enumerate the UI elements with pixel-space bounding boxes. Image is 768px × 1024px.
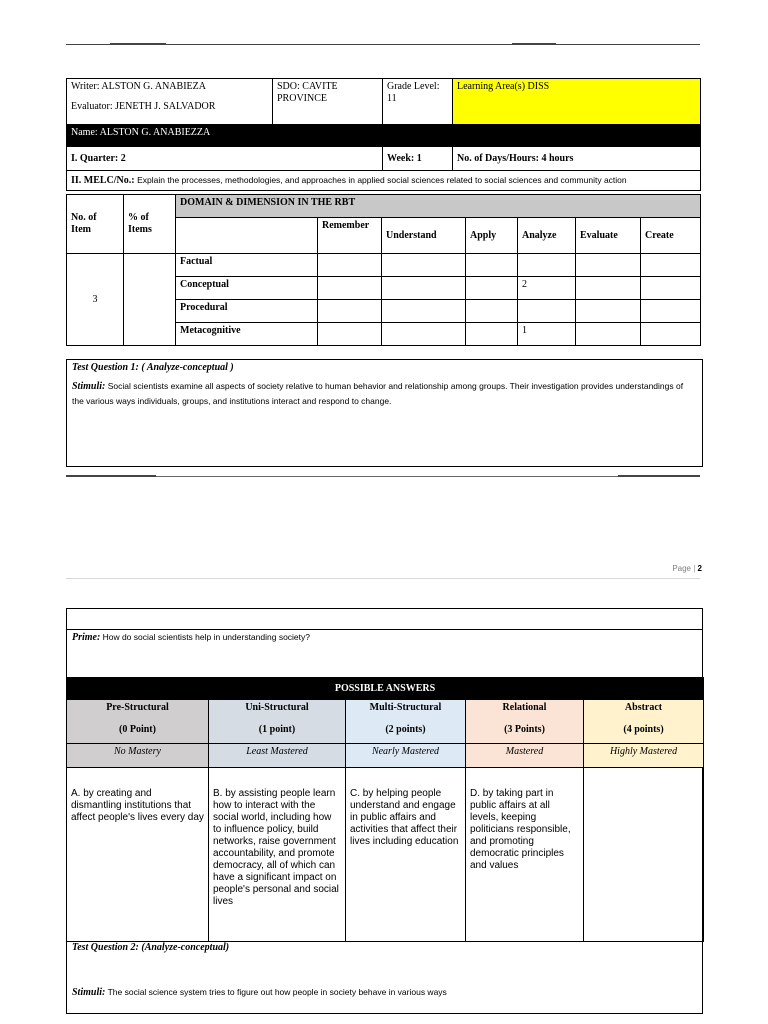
rbt-level-apply: Apply (466, 218, 518, 254)
week-text: Week: 1 (383, 147, 453, 171)
rbt-dimension-conceptual: Conceptual (176, 277, 318, 300)
level-relational (466, 700, 584, 744)
name-bar: Name: ALSTON G. ANABIEZZA (67, 125, 701, 147)
days-hours-text: No. of Days/Hours: 4 hours (453, 147, 701, 171)
melc-text: Explain the processes, methodologies, and approaches in applied social sciences related to social sciences and community action (137, 175, 627, 185)
level-name: Multi-Structural (369, 702, 442, 713)
prime-label: Prime: (72, 632, 101, 643)
stimuli-text: Social scientists examine all aspects of society relative to human behavior and relationship among groups. Their investigation provides understandings of the various ways individuals, groups, and institutions interact and respond to change. (72, 381, 684, 406)
test-question-2-stimuli (72, 985, 692, 1000)
rbt-level-evaluate: Evaluate (576, 218, 641, 254)
top-rule-accent (512, 43, 556, 45)
mastery-label: Nearly Mastered (346, 744, 466, 768)
rbt-analyze-cell (518, 254, 576, 277)
prime-top-rule (66, 629, 703, 630)
level-points: (1 point) (258, 724, 296, 735)
prime-row (72, 632, 310, 643)
rbt-percent-value (124, 254, 176, 346)
grade-level-text: Grade Level: 11 (383, 79, 453, 125)
rbt-dimension-procedural: Procedural (176, 300, 318, 323)
level-points: (4 points) (623, 724, 664, 735)
page-label: Page (672, 564, 691, 573)
stimuli-label: Stimuli: (72, 381, 106, 392)
learning-area-text: Learning Area(s) DISS (453, 79, 701, 125)
rbt-level-understand: Understand (382, 218, 466, 254)
test-question-2 (72, 942, 692, 1000)
test-question-2-title: Test Question 2: (Analyze-conceptual) (72, 942, 230, 953)
writer-text: Writer: ALSTON G. ANABIEZA (71, 81, 206, 92)
page-end-rule-accent (618, 475, 700, 477)
rbt-analyze-cell: 1 (518, 323, 576, 346)
answer-choice-d: D. by taking part in public affairs at all levels, keeping politicians responsible, and promoting democratic principles and values (466, 768, 584, 942)
stimuli-text: The social science system tries to figure out how people in society behave in various ways (107, 987, 447, 997)
rbt-dimension-blank (176, 218, 318, 254)
level-name: Abstract (624, 702, 663, 713)
page-end-rule-accent (66, 475, 156, 477)
rbt-dimension-factual: Factual (176, 254, 318, 277)
evaluator-text: Evaluator: JENETH J. SALVADOR (71, 101, 216, 112)
level-points: (3 Points) (504, 724, 545, 735)
mastery-label: No Mastery (67, 744, 209, 768)
test-question-1-stimuli (72, 379, 697, 408)
answer-choice-c: C. by helping people understand and engage in public affairs and activities that affect their lives including education (346, 768, 466, 942)
level-pre-structural (67, 700, 209, 744)
answer-choice-b: B. by assisting people learn how to interact with the social world, including how to influence policy, build networks, raise government accountability, and promote democracy, all of which can have a significant impact on people's personal and social lives (209, 768, 346, 942)
melc-row (67, 171, 701, 191)
rbt-items-value: 3 (67, 254, 124, 346)
possible-answers-table (66, 677, 704, 942)
possible-answers-header: POSSIBLE ANSWERS (67, 678, 704, 700)
rbt-percent-header: % of Items (124, 195, 176, 254)
mastery-label: Least Mastered (209, 744, 346, 768)
rbt-level-analyze: Analyze (518, 218, 576, 254)
level-name: Uni-Structural (245, 702, 309, 713)
level-name: Relational (502, 702, 547, 713)
level-name: Pre-Structural (106, 702, 169, 713)
prime-text: How do social scientists help in understanding society? (102, 632, 310, 642)
level-uni-structural (209, 700, 346, 744)
mastery-label: Highly Mastered (584, 744, 704, 768)
rbt-analyze-cell (518, 300, 576, 323)
page-number-footer: Page | 2 (672, 564, 702, 573)
quarter-text: I. Quarter: 2 (67, 147, 383, 171)
rbt-table (66, 194, 701, 346)
rbt-level-create: Create (641, 218, 701, 254)
level-points: (0 Point) (119, 724, 156, 735)
answer-choice-e (584, 768, 704, 942)
level-abstract (584, 700, 704, 744)
page-end-rule (66, 476, 700, 477)
footer-rule (66, 578, 700, 579)
header-table (66, 78, 701, 191)
level-multi-structural (346, 700, 466, 744)
rbt-level-remember: Remember (318, 218, 382, 254)
test-question-1-title: Test Question 1: ( Analyze-conceptual ) (72, 362, 234, 373)
writer-evaluator-cell (67, 79, 273, 125)
stimuli-label: Stimuli: (72, 987, 106, 998)
rbt-dimension-metacognitive: Metacognitive (176, 323, 318, 346)
level-points: (2 points) (385, 724, 426, 735)
mastery-label: Mastered (466, 744, 584, 768)
top-rule-accent (110, 43, 166, 45)
page-number: 2 (697, 564, 702, 573)
rbt-analyze-cell: 2 (518, 277, 576, 300)
rbt-domain-header: DOMAIN & DIMENSION IN THE RBT (176, 195, 701, 218)
test-question-1-box (66, 359, 703, 467)
answer-choice-a: A. by creating and dismantling institutions that affect people's lives every day (67, 768, 209, 942)
sdo-text: SDO: CAVITE PROVINCE (273, 79, 383, 125)
rbt-items-header: No. of Item (67, 195, 124, 254)
melc-label: II. MELC/No.: (71, 175, 135, 186)
